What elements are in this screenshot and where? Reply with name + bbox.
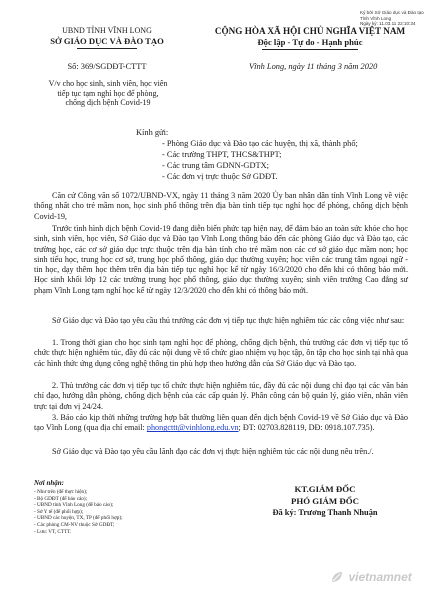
footer-recipient-item: - Các phòng CM-NV thuộc Sở GDĐT;: [34, 521, 115, 528]
agency-name: SỞ GIÁO DỤC VÀ ĐÀO TẠO: [50, 36, 164, 46]
subject: [26, 79, 190, 108]
signature-title: KT.GIÁM ĐỐC: [294, 484, 356, 494]
recipients-label: Kính gửi:: [136, 128, 169, 137]
recipient-item: - Các trường THPT, THCS&THPT;: [162, 150, 282, 159]
footer-recipient-item: - UBND tỉnh Vĩnh Long (để báo cáo);: [34, 502, 114, 509]
recipient-item: - Các trung tâm GDNN-GDTX;: [162, 161, 269, 170]
motto: Độc lập - Tự do - Hạnh phúc: [257, 37, 363, 47]
subject-line: chống dịch bệnh Covid-19: [65, 98, 151, 108]
watermark-logo: [330, 568, 412, 586]
item-3-text-tail: ; ĐT: 02703.828119, DĐ: 0918.107.735).: [238, 423, 375, 433]
motto-underline: [262, 49, 358, 50]
footer-recipients-list: [34, 489, 123, 535]
signature-signed: Đã ký: Trương Thanh Nhuận: [272, 508, 378, 517]
watermark-leaf-icon: [330, 570, 344, 584]
recipient-item: - Phòng Giáo dục và Đào tạo các huyện, thị xã, thành phố;: [162, 139, 358, 148]
agency-parent: UBND TỈNH VĨNH LONG: [62, 26, 152, 35]
paragraph-item-3: [34, 413, 408, 434]
stamp-line: Ngày ký: 11.03.11 22:10:34: [360, 21, 416, 27]
digital-signature-stamp: [360, 10, 424, 27]
footer-recipient-item: - Lưu: VT, CTTT.: [34, 528, 72, 535]
footer-recipient-item: - Như trên (để thực hiện);: [34, 489, 88, 495]
paragraph-closing: Sở Giáo dục và Đào tạo yêu cầu lãnh đạo các đơn vị thực hiện nghiêm túc các nội dung nêu trên./.: [52, 447, 374, 456]
subject-line: V/v cho học sinh, sinh viên, học viên: [48, 79, 168, 88]
paragraph-legal-basis: Căn cứ Công văn số 1072/UBND-VX, ngày 11 tháng 3 năm 2020 Ủy ban nhân dân tỉnh Vĩnh Long về việc thống nhất cho trẻ mầm non, học sinh phổ thông trên địa bàn tỉnh tiếp tục nghỉ học để phòng, chống dịch bệnh Covid-19,: [34, 191, 408, 221]
email-link[interactable]: phongcttt@vinhlong.edu.vn: [146, 423, 239, 433]
item-3-text: 3. Báo cáo kịp thời những trường hợp bất thường liên quan đến dịch bệnh Covid-19 về Sở Giáo dục và Đào tạo Vĩnh Long (qua địa chỉ email:: [34, 413, 408, 433]
stamp-line: Tỉnh Vĩnh Long: [360, 15, 392, 21]
recipient-item: - Các đơn vị trực thuộc Sở GDĐT.: [162, 172, 278, 181]
stamp-line: Ký bởi Sở Giáo dục và Đào tạo: [360, 10, 424, 15]
paragraph-item-2: 2. Thủ trưởng các đơn vị tiếp tục tổ chức thực hiện nghiêm túc, đầy đủ các nội dung chỉ đạo tại các văn bản chỉ đạo, hướng dẫn phòng, chống dịch bệnh của các cấp quản lý. Phân công cán bộ quản lý, giáo viên, nhân viên trực tại đơn vị 24/24.: [34, 381, 408, 411]
document-number: Số: 369/SGDĐT-CTTT: [67, 62, 147, 71]
subject-line: tiếp tục tạm nghỉ học để phòng,: [57, 88, 159, 98]
watermark-text: vietnamnet: [348, 569, 412, 584]
country-name: CỘNG HÒA XÃ HỘI CHỦ NGHĨA VIỆT NAM: [214, 26, 406, 36]
agency-underline: [77, 48, 137, 49]
footer-recipient-item: - Sở Y tế (để phối hợp);: [34, 508, 84, 515]
paragraph-item-1: 1. Trong thời gian cho học sinh tạm nghỉ học để phòng, chống dịch bệnh, thủ trưởng các đơn vị tiếp tục tổ chức thực hiện nghiêm túc, đầy đủ các nội dung về tổ chức giao nhiệm vụ học tập, ôn tập cho học sinh tại nhà qua các hình thức ứng dụng công nghệ thông tin phù hợp theo hướng dẫn của Sở Giáo dục và Đào tạo.: [34, 338, 408, 368]
signature-position: PHÓ GIÁM ĐỐC: [291, 496, 359, 506]
footer-recipient-item: - Bộ GDĐT (để báo cáo);: [34, 495, 88, 502]
footer-recipient-item: - UBND các huyện, TX, TP (để phối hợp);: [34, 515, 123, 522]
place-date: Vĩnh Long, ngày 11 tháng 3 năm 2020: [249, 62, 378, 71]
paragraph-announcement: Trước tình hình dịch bệnh Covid-19 đang diễn biến phức tạp hiện nay, để đảm bảo an toàn sức khỏe cho học sinh, sinh viên, học viên, Sở Giáo dục và Đào tạo Vĩnh Long thông báo đến các phòng Giáo dục và Đào tạo, các trường học, các cơ sở giáo dục trực thuộc trên địa bàn tỉnh cho trẻ mầm non các cơ sở giáo dục mầm non; học sinh tiểu học, trung học cơ sở, trung học phổ thông, giáo dục thường xuyên; học viên các trung tâm ngoại ngữ - tin học, dạy thêm học thêm trên địa bàn tiếp tục nghỉ học kể từ ngày 16/3/2020 cho đến khi có thông báo mới. Học sinh khối lớp 12 các trường trung học phổ thông, giáo dục thường xuyên; sinh viên trường Cao đẳng sư phạm Vĩnh Long tạm nghỉ học kể từ ngày 12/3/2020 cho đến khi có thông báo mới.: [34, 224, 408, 295]
footer-recipients-label: Nơi nhận:: [34, 479, 65, 487]
paragraph-requirements: Sở Giáo dục và Đào tạo yêu cầu thủ trưởng các đơn vị tiếp tục thực hiện nghiêm túc các công việc như sau:: [52, 316, 405, 325]
